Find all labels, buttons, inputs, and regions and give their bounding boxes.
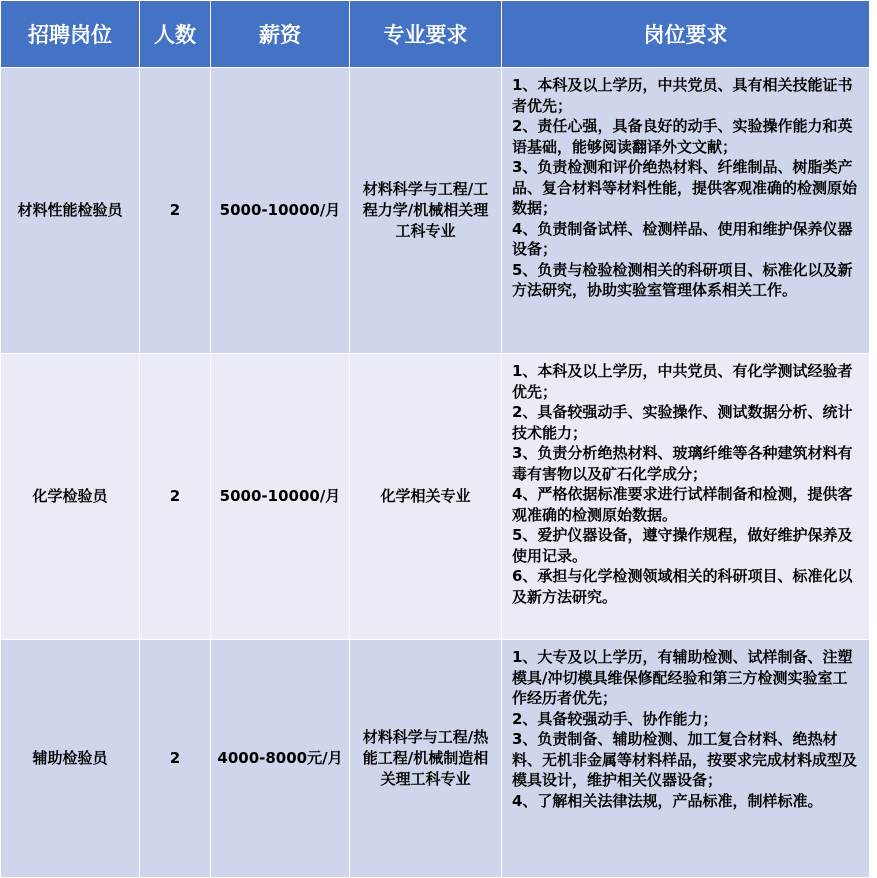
- table-row: [1, 640, 870, 878]
- table-row: [1, 68, 870, 354]
- requirement-item: 2、具备较强动手、实验操作、测试数据分析、统计技术能力；: [512, 403, 853, 442]
- major-cell: 材料科学与工程/热能工程/机械制造相关理工科专业: [350, 640, 502, 878]
- requirement-item: 5、爱护仪器设备，遵守操作规程，做好维护保养及使用记录。: [512, 526, 853, 565]
- requirement-item: 6、承担与化学检测领域相关的科研项目、标准化以及新方法研究。: [512, 567, 853, 606]
- header-row: [1, 1, 870, 68]
- header-position: 招聘岗位: [1, 1, 140, 68]
- header-requirements: 岗位要求: [502, 1, 870, 68]
- salary-cell: 4000-8000元/月: [211, 640, 350, 878]
- requirement-item: 4、严格依据标准要求进行试样制备和检测，提供客观准确的检测原始数据。: [512, 485, 853, 524]
- requirement-item: 1、本科及以上学历，中共党员、有化学测试经验者优先；: [512, 362, 853, 401]
- position-cell: 辅助检验员: [1, 640, 140, 878]
- salary-cell: 5000-10000/月: [211, 354, 350, 640]
- header-major: 专业要求: [350, 1, 502, 68]
- count-cell: 2: [140, 640, 211, 878]
- requirements-cell: [502, 640, 870, 878]
- requirement-item: 3、负责检测和评价绝热材料、纤维制品、树脂类产品、复合材料等材料性能，提供客观准确的检测原始数据；: [512, 158, 858, 217]
- requirements-cell: [502, 68, 870, 354]
- requirement-item: 3、负责分析绝热材料、玻璃纤维等各种建筑材料有毒有害物以及矿石化学成分；: [512, 444, 853, 483]
- salary-cell: 5000-10000/月: [211, 68, 350, 354]
- requirement-item: 3、负责制备、辅助检测、加工复合材料、绝热材料、无机非金属等材料样品，按要求完成材料成型及模具设计，维护相关仪器设备；: [512, 730, 858, 789]
- count-cell: 2: [140, 354, 211, 640]
- requirement-item: 2、责任心强，具备良好的动手、实验操作能力和英语基础，能够阅读翻译外文文献；: [512, 117, 853, 156]
- requirement-item: 5、负责与检验检测相关的科研项目、标准化以及新方法研究，协助实验室管理体系相关工作。: [512, 260, 853, 299]
- position-cell: 材料性能检验员: [1, 68, 140, 354]
- requirement-item: 4、了解相关法律法规，产品标准，制样标准。: [512, 791, 823, 810]
- major-cell: 材料科学与工程/工程力学/机械相关理工科专业: [350, 68, 502, 354]
- major-cell: 化学相关专业: [350, 354, 502, 640]
- count-cell: 2: [140, 68, 211, 354]
- requirement-item: 1、大专及以上学历，有辅助检测、试样制备、注塑模具/冲切模具维保修配经验和第三方检测实验室工作经历者优先；: [512, 648, 853, 707]
- header-salary: 薪资: [211, 1, 350, 68]
- requirements-cell: [502, 354, 870, 640]
- requirement-item: 2、具备较强动手、协作能力；: [512, 709, 718, 728]
- position-cell: 化学检验员: [1, 354, 140, 640]
- requirement-item: 4、负责制备试样、检测样品、使用和维护保养仪器设备；: [512, 219, 853, 258]
- header-count: 人数: [140, 1, 211, 68]
- table-row: [1, 354, 870, 640]
- requirement-item: 1、本科及以上学历，中共党员、具有相关技能证书者优先；: [512, 76, 853, 115]
